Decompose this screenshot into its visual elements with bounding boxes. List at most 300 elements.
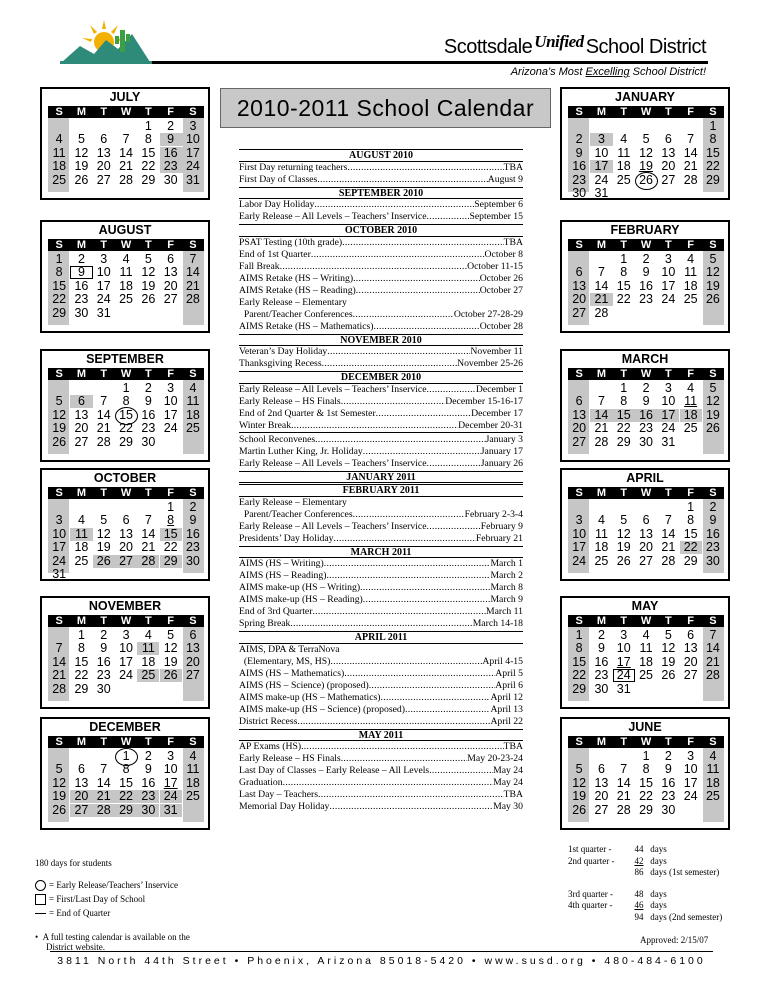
calendar-day: 8: [642, 762, 650, 777]
calendar-day: 18: [119, 278, 133, 293]
calendar-day: 9: [664, 762, 672, 777]
weekday-label: M: [596, 736, 607, 748]
event-row: [239, 174, 523, 186]
calendar-day: 8: [122, 394, 130, 409]
quarter-row: [568, 889, 722, 901]
calendar-day: 12: [52, 775, 67, 790]
event-row: [239, 753, 523, 765]
calendar-day: 21: [594, 421, 609, 436]
calendar-december: [40, 717, 210, 830]
calendar-day: 27: [115, 555, 137, 568]
calendar-day: 7: [55, 641, 63, 656]
calendar-day: 7: [100, 762, 108, 777]
event-row: [239, 199, 523, 211]
calendar-day: 15: [572, 654, 587, 669]
weekday-header: [48, 487, 204, 499]
event-name: Parent/Teacher Conferences: [239, 508, 353, 520]
calendar-day: 20: [594, 789, 609, 804]
weekday-label: S: [189, 239, 197, 251]
calendar-day: 2: [144, 381, 152, 395]
weekday-label: M: [76, 106, 87, 118]
calendar-day: 20: [572, 421, 587, 436]
dot-leader: [353, 309, 454, 321]
calendar-day: 30: [74, 305, 89, 320]
calendar-day: 22: [639, 789, 653, 804]
dot-leader: [341, 753, 468, 765]
calendar-day: 13: [163, 265, 178, 280]
calendar-day: 28: [96, 434, 111, 449]
event-name: Last Day – Teachers: [239, 789, 319, 800]
square-icon: [35, 894, 46, 905]
calendar-day: 12: [705, 265, 720, 280]
dot-leader: [283, 777, 494, 789]
calendar-day: 6: [642, 513, 650, 528]
calendar-day: 14: [96, 407, 111, 422]
calendar-day: 2: [664, 749, 672, 763]
calendar-day: 16: [141, 407, 156, 422]
calendar-day: 10: [52, 526, 67, 541]
calendar-day: 2: [77, 252, 85, 266]
calendar-day: 29: [119, 434, 133, 449]
calendar-day: 14: [661, 526, 676, 541]
calendar-day: 7: [144, 513, 152, 528]
calendar-day: 2: [597, 628, 605, 642]
calendar-day: 17: [119, 654, 133, 669]
dot-leader: [347, 162, 503, 174]
event-name: Early Release – HS Finals: [239, 395, 341, 407]
calendar-day: 29: [115, 804, 137, 817]
district-name: Scottsdale $^{Unified}$ School District: [443, 32, 706, 58]
event-name: AIMS make-up (HS – Writing): [239, 582, 361, 593]
event-row: [239, 285, 523, 297]
event-row: [239, 408, 523, 420]
quarter-label: 2nd quarter -: [568, 855, 615, 866]
dot-leader: [318, 789, 504, 801]
event-name: First Day returning teachers: [239, 161, 348, 173]
event-row: [239, 497, 523, 509]
calendar-day: 19: [572, 789, 587, 804]
weekday-label: S: [575, 106, 583, 118]
calendar-day: 19: [52, 789, 67, 804]
calendar-day: 6: [575, 265, 583, 280]
quarter-unit: days (1st semester): [648, 867, 720, 877]
calendar-day: 26: [635, 174, 657, 187]
calendar-day: 19: [96, 540, 111, 555]
quarter-row: [568, 900, 722, 912]
calendar-day: 4: [620, 132, 628, 147]
weekday-label: S: [189, 615, 197, 627]
calendar-day: 21: [141, 540, 156, 555]
event-name: Winter Break: [239, 419, 292, 431]
event-date: May 24: [493, 777, 523, 788]
calendar-day: 19: [705, 278, 720, 293]
calendar-day: 9: [642, 265, 650, 280]
calendar-day: 7: [620, 762, 628, 777]
calendar-day: 31: [594, 186, 609, 200]
calendar-day: 25: [52, 172, 67, 187]
circle-icon: [35, 880, 46, 891]
weekday-label: T: [664, 106, 672, 118]
event-name: PSAT Testing (10th grade): [239, 236, 343, 248]
calendar-day: 24: [96, 292, 111, 307]
dot-leader: [427, 521, 481, 533]
calendar-day: 11: [70, 528, 92, 541]
calendar-day: 23: [705, 540, 720, 555]
calendar-day: 24: [119, 668, 133, 683]
weekday-label: T: [620, 239, 628, 251]
calendar-day: 7: [709, 628, 717, 642]
calendar-day: 15: [683, 526, 698, 541]
calendar-day: 23: [661, 789, 676, 804]
weekday-label: M: [596, 487, 607, 499]
calendar-march: [560, 349, 730, 462]
legend-line: = End of Quarter: [35, 908, 110, 918]
calendar-day: 26: [705, 292, 720, 307]
calendar-day: 8: [620, 394, 628, 409]
quarter-unit: days: [648, 844, 667, 854]
calendar-day: 14: [683, 145, 698, 160]
calendar-day: 17: [182, 147, 204, 160]
calendar-day: 1: [620, 381, 628, 395]
calendar-day: 8: [575, 641, 583, 656]
calendar-day: 4: [122, 252, 130, 266]
calendar-day: 21: [119, 159, 133, 174]
calendar-day: 7: [122, 132, 130, 147]
calendar-day: 5: [620, 513, 628, 528]
weekday-label: F: [687, 239, 695, 251]
calendar-day: 31: [160, 804, 182, 817]
calendar-day: 18: [185, 775, 200, 790]
calendar-day: 31: [52, 567, 67, 581]
calendar-day: 30: [141, 434, 156, 449]
calendar-day: 20: [74, 421, 89, 436]
quarter-label: 3rd quarter -: [568, 888, 613, 899]
event-name: Early Release – All Levels – Teachers’ Inservice: [239, 211, 427, 222]
weekday-header: [48, 239, 204, 251]
dot-leader: [327, 346, 470, 358]
calendar-day: 15: [639, 775, 653, 790]
weekday-header: [568, 487, 724, 499]
weekday-label: W: [640, 736, 652, 748]
event-date: February 9: [480, 520, 523, 532]
weekday-header: [568, 368, 724, 380]
calendar-november: [40, 596, 210, 709]
weekday-label: T: [664, 487, 672, 499]
calendar-day: 13: [661, 145, 676, 160]
calendar-day: 3: [167, 749, 175, 763]
weekday-label: M: [76, 368, 87, 380]
event-name: Martin Luther King, Jr. Holiday: [239, 445, 363, 457]
event-group: [239, 384, 523, 432]
quarter-days: 42: [634, 855, 644, 866]
calendar-day: 7: [189, 252, 197, 266]
event-name: First Day of Classes: [239, 173, 318, 185]
event-row: [239, 211, 523, 223]
calendar-day: 16: [705, 526, 720, 541]
calendar-day: 17: [657, 409, 679, 422]
calendar-day: 16: [639, 278, 653, 293]
event-date: March 2: [490, 570, 523, 581]
calendar-day: 10: [163, 762, 178, 777]
calendar-day: 4: [77, 513, 85, 528]
calendar-day: 19: [74, 159, 89, 174]
calendar-day: 20: [572, 292, 587, 307]
month-section-heading: SEPTEMBER 2010: [239, 187, 523, 200]
calendar-day: 29: [616, 434, 631, 449]
calendar-day: 11: [119, 265, 133, 280]
event-name: Presidents’ Day Holiday: [239, 532, 334, 544]
calendar-day: 13: [119, 526, 133, 541]
event-row: [239, 582, 523, 594]
weekday-label: S: [575, 487, 583, 499]
weekday-label: F: [167, 368, 175, 380]
calendar-day: 9: [642, 394, 650, 409]
weekday-label: S: [189, 106, 197, 118]
calendar-day: 14: [119, 145, 133, 160]
calendar-day: 15: [115, 409, 137, 422]
calendar-day: 23: [141, 421, 156, 436]
district-address: 3811 North 44th Street • Phoenix, Arizona 85018-5420 • www.susd.org • 480-484-6100: [50, 951, 713, 967]
month-name: NOVEMBER: [88, 599, 162, 613]
event-name: AIMS Retake (HS – Mathematics): [239, 320, 374, 332]
calendar-day: 11: [186, 394, 200, 409]
dot-leader: [291, 420, 458, 432]
event-name: School Reconvenes: [239, 433, 316, 445]
calendar-day: 26: [160, 669, 182, 682]
calendar-day: 24: [661, 292, 676, 307]
weekday-label: W: [120, 615, 132, 627]
weekday-label: M: [76, 239, 87, 251]
weekday-label: W: [640, 106, 652, 118]
calendar-day: 30: [137, 804, 159, 817]
event-date: April 5: [495, 667, 523, 679]
event-name: AP Exams (HS): [239, 741, 302, 752]
calendar-day: 1: [687, 500, 695, 514]
calendar-day: 8: [709, 132, 717, 147]
calendar-day: 27: [572, 434, 587, 449]
calendar-day: 28: [594, 434, 609, 449]
calendar-day: 30: [163, 172, 178, 187]
month-name: OCTOBER: [93, 471, 157, 485]
month-name: JANUARY: [615, 90, 675, 104]
calendar-day: 4: [687, 252, 695, 266]
weekday-label: W: [120, 239, 132, 251]
calendar-day: 9: [575, 145, 583, 160]
calendar-day: 11: [684, 394, 698, 409]
calendar-day: 4: [687, 381, 695, 395]
weekday-label: W: [120, 736, 132, 748]
calendar-day: 7: [597, 265, 605, 280]
calendar-day: 6: [687, 628, 695, 642]
dot-leader: [427, 384, 476, 396]
event-date: August 9: [487, 173, 523, 185]
calendar-day: 18: [52, 159, 67, 174]
calendar-day: 1: [115, 750, 137, 763]
event-group: [239, 237, 523, 333]
event-row: [239, 162, 523, 174]
event-date: April 4-15: [482, 655, 523, 667]
weekday-label: T: [620, 736, 628, 748]
dot-leader: [353, 509, 465, 521]
event-date: November 25-26: [457, 358, 523, 369]
event-name: AIMS Retake (HS – Reading): [239, 284, 356, 296]
calendar-day: 2: [100, 628, 108, 642]
calendar-day: 11: [684, 265, 698, 280]
event-date: December 15-16-17: [445, 395, 523, 407]
calendar-day: 9: [70, 266, 92, 279]
calendar-day: 27: [639, 553, 653, 568]
quarter-unit: days (2nd semester): [648, 911, 723, 922]
calendar-day: 10: [661, 394, 676, 409]
weekday-label: M: [76, 487, 87, 499]
weekday-label: S: [189, 736, 197, 748]
dot-leader: [353, 273, 480, 285]
calendar-day: 28: [705, 668, 720, 683]
calendar-day: 6: [122, 513, 130, 528]
event-row: [239, 644, 523, 656]
calendar-day: 21: [616, 789, 631, 804]
calendar-day: 20: [639, 540, 653, 555]
dot-leader: [341, 396, 446, 408]
calendar-day: 4: [642, 628, 650, 642]
calendar-day: 25: [594, 553, 609, 568]
weekday-label: F: [167, 615, 175, 627]
calendar-day: 20: [185, 654, 200, 669]
event-row: [239, 434, 523, 446]
testing-note-line-2: District website.: [46, 942, 105, 952]
event-row: [239, 458, 523, 470]
calendar-day: 17: [661, 278, 676, 293]
calendar-day: 1: [167, 500, 175, 514]
calendar-day: 18: [616, 159, 631, 174]
dot-leader: [376, 408, 471, 420]
calendar-day: 10: [119, 641, 133, 656]
calendar-day: 1: [575, 628, 583, 642]
month-section-heading: AUGUST 2010: [239, 149, 523, 162]
weekday-label: T: [620, 368, 628, 380]
event-row: [239, 420, 523, 432]
weekday-label: S: [709, 106, 717, 118]
calendar-day: 14: [52, 654, 67, 669]
weekday-label: M: [596, 615, 607, 627]
calendar-day: 17: [52, 540, 67, 555]
calendar-day: 10: [182, 133, 204, 146]
calendar-day: 3: [590, 133, 612, 146]
calendar-day: 6: [77, 762, 85, 777]
calendar-day: 12: [163, 641, 178, 656]
calendar-day: 2: [144, 749, 152, 763]
calendar-day: 9: [160, 133, 182, 146]
calendar-day: 12: [141, 265, 156, 280]
weekday-label: F: [687, 736, 695, 748]
calendar-day: 11: [52, 145, 66, 160]
calendar-day: 23: [572, 172, 587, 187]
event-row: [239, 446, 523, 458]
calendar-day: 24: [160, 790, 182, 803]
event-name: Early Release – All Levels – Teachers’ Inservice: [239, 383, 427, 395]
event-date: March 8: [490, 582, 523, 593]
calendar-day: 30: [96, 681, 111, 696]
calendar-day: 2: [709, 500, 717, 514]
event-date: January 26: [480, 457, 523, 469]
calendar-day: 3: [189, 119, 197, 133]
calendar-october: [40, 468, 210, 581]
calendar-day: 12: [74, 145, 89, 160]
calendar-april: [560, 468, 730, 581]
event-row: [239, 680, 523, 692]
calendar-day: 3: [620, 628, 628, 642]
dot-leader: [329, 801, 493, 813]
event-row: [239, 396, 523, 408]
month-name: MARCH: [621, 352, 669, 366]
calendar-day: 10: [572, 526, 587, 541]
weekday-label: W: [640, 615, 652, 627]
calendar-day: 30: [594, 681, 609, 696]
event-row: [239, 558, 523, 570]
calendar-day: 10: [616, 641, 631, 656]
calendar-day: 1: [144, 119, 152, 133]
dot-leader: [324, 558, 491, 570]
calendar-day: 6: [597, 762, 605, 777]
month-name: AUGUST: [98, 223, 152, 237]
event-date: April 6: [495, 679, 523, 691]
quarter-days: 48: [634, 888, 644, 899]
calendar-day: 22: [74, 668, 89, 683]
weekday-label: S: [55, 106, 63, 118]
event-name: Veteran’s Day Holiday: [239, 346, 328, 357]
event-date: March 1: [490, 558, 523, 569]
calendar-day: 30: [572, 186, 587, 200]
calendar-day: 11: [137, 642, 159, 655]
weekday-label: F: [167, 736, 175, 748]
weekday-label: S: [709, 239, 717, 251]
calendar-day: 27: [185, 668, 200, 683]
calendar-day: 26: [141, 292, 156, 307]
weekday-label: S: [575, 368, 583, 380]
calendar-day: 24: [52, 553, 67, 568]
calendar-day: 25: [705, 789, 720, 804]
weekday-label: S: [709, 487, 717, 499]
calendar-day: 14: [96, 775, 111, 790]
calendar-day: 22: [141, 159, 156, 174]
calendar-day: 4: [597, 513, 605, 528]
calendar-june: [560, 717, 730, 830]
weekday-header: [568, 239, 724, 251]
weekday-label: M: [596, 239, 607, 251]
calendar-day: 19: [141, 278, 156, 293]
calendar-day: 12: [96, 526, 111, 541]
calendar-august: [40, 220, 210, 333]
event-name: Early Release – Elementary: [239, 496, 347, 508]
dot-leader: [317, 174, 487, 186]
weekday-label: S: [55, 487, 63, 499]
month-section-heading: DECEMBER 2010: [239, 371, 523, 384]
calendar-day: 17: [616, 654, 631, 669]
calendar-day: 11: [594, 526, 608, 541]
calendar-day: 31: [185, 172, 200, 187]
event-group: [239, 741, 523, 813]
weekday-label: T: [144, 487, 152, 499]
calendar-day: 3: [55, 513, 63, 528]
event-row: [239, 704, 523, 716]
calendar-day: 27: [683, 668, 698, 683]
month-name: SEPTEMBER: [86, 352, 164, 366]
calendar-day: 19: [163, 654, 178, 669]
calendar-day: 5: [575, 762, 583, 777]
calendar-day: 21: [590, 293, 612, 306]
dot-leader: [322, 358, 457, 370]
calendar-day: 16: [635, 409, 657, 422]
